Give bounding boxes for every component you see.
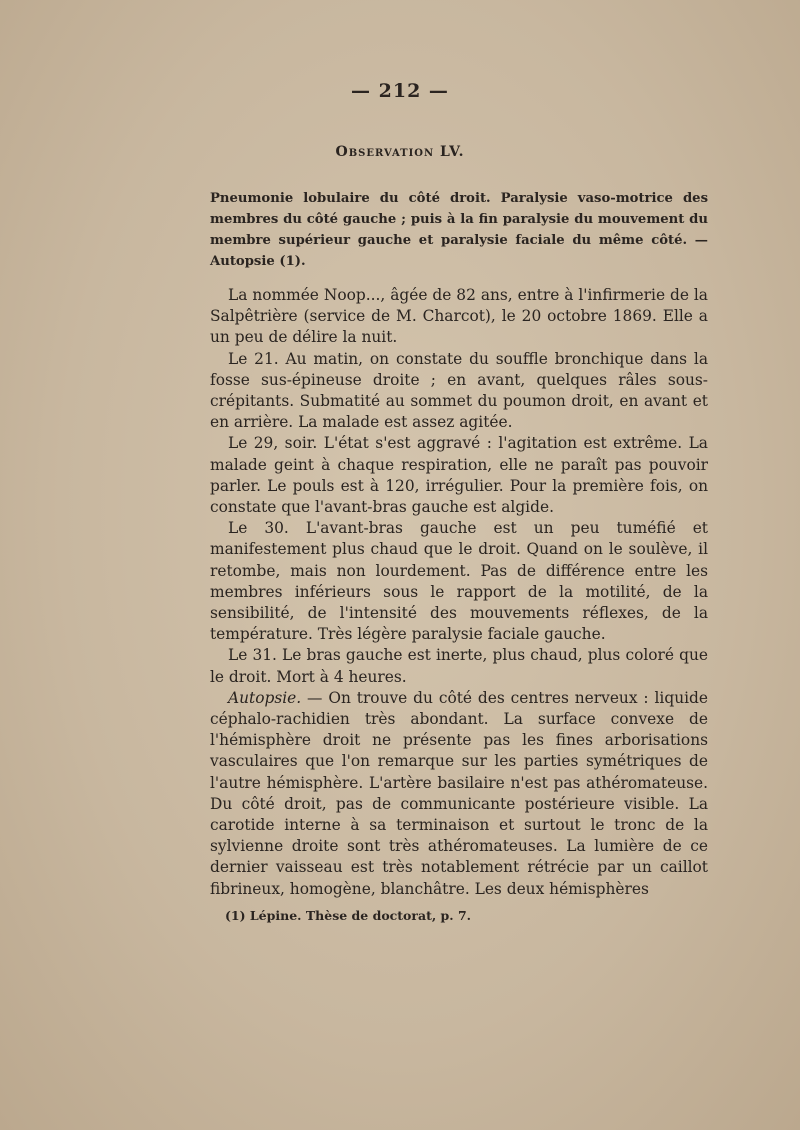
- paragraph-day-29: Le 29, soir. L'état s'est aggravé : l'agitation est extrême. La malade geint à chaque respiration, elle ne paraît pas pouvoir parler. Le pouls est à 120, irrégulier. Pour la première fois, on constate que l'avant-bras gauche est algide.: [210, 434, 708, 517]
- paragraph-day-31: Le 31. Le bras gauche est inerte, plus chaud, plus coloré que le droit. Mort à 4 heures.: [210, 646, 708, 686]
- autopsy-text: — On trouve du côté des centres nerveux : liquide céphalo-rachidien très abondant. La surface convexe de l'hémisphère droit ne présente pas les fines arborisations vasculaires que l'on remarque sur les parties symétriques de l'autre hémisphère. L'artère basilaire n'est pas athéromateuse. Du côté droit, pas de communicante postérieure visible. La carotide interne à sa terminaison et surtout le tronc de la sylvienne droite sont très athéromateuses. La lumière de ce dernier vaisseau est très notablement rétrécie par un caillot fibrineux, homogène, blanchâtre. Les deux hémisphères: [210, 688, 708, 898]
- paragraph-day-21: Le 21. Au matin, on constate du souffle bronchique dans la fosse sus-épineuse droite ; en avant, quelques râles sous-crépitants. Submatité au sommet du poumon droit, en avant et en arrière. La malade est assez agitée.: [210, 349, 708, 432]
- observation-title: Observation LV.: [335, 144, 465, 160]
- paragraph-autopsy: [210, 688, 708, 900]
- page-number: — 212 —: [351, 80, 449, 102]
- paragraph-day-30: Le 30. L'avant-bras gauche est un peu tuméfié et manifestement plus chaud que le droit. Quand on le soulève, il retombe, mais non lourdement. Pas de différence entre les membres inférieurs sous le rapport de la motilité, de la sensibilité, de l'intensité des mouvements réflexes, de la température. Très légère paralysie faciale gauche.: [210, 519, 708, 644]
- case-body: [210, 285, 708, 900]
- autopsy-label: Autopsie.: [228, 688, 302, 707]
- case-summary: Pneumonie lobulaire du côté droit. Paralysie vaso-motrice des membres du côté gauche ; puis à la fin paralysie du mouvement du membre supérieur gauche et paralysie faciale du même côté. — Autopsie (1).: [210, 191, 708, 269]
- paragraph-admission: La nommée Noop..., âgée de 82 ans, entre à l'infirmerie de la Salpêtrière (service de M. Charcot), le 20 octobre 1869. Elle a un peu de délire la nuit.: [210, 286, 708, 347]
- footnote: (1) Lépine. Thèse de doctorat, p. 7.: [225, 908, 472, 923]
